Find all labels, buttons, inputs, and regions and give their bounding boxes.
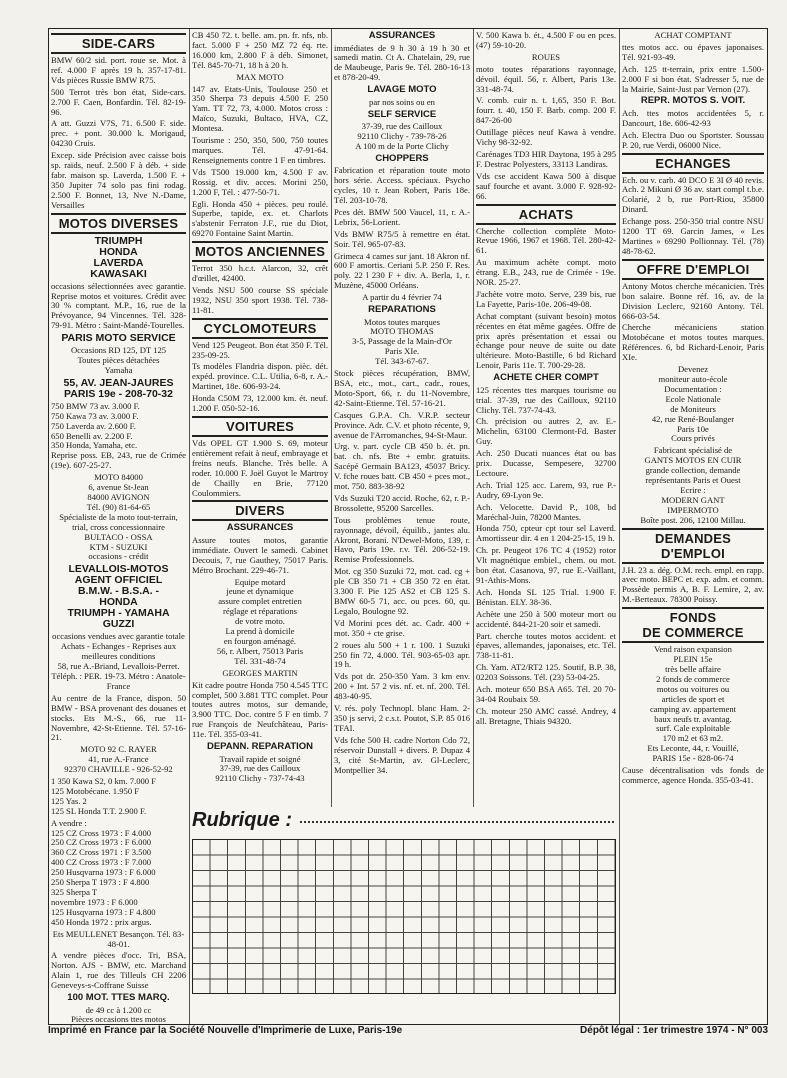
- classified-ad: ttes motos acc. ou épaves japonaises. Tél. 921-93-49.: [622, 41, 764, 62]
- ad-headline: PARIS MOTO SERVICE: [61, 332, 176, 345]
- column-rule: [473, 29, 474, 807]
- classified-ad: 500 Terrot très bon état, Side-cars. 2.700 F. Caen, Bonfardin. Tél. 82-19-96.: [51, 86, 186, 117]
- classified-ad: Achat comptant (suivant besoin) motos récentes en état même gagées. Offre de prix après présentation et essai ou échange pour neuve de suite ou date ultérieure. Moto-Bastille, 6 bd Richard Lenoir, Paris 11e. T. 700-29-28.: [476, 310, 616, 371]
- classified-ad: A vendre pièces d'occ. Tri, BSA, Norton. AJS - BMW, etc. Marchand Alain 1, rue des Tilleuls CH 2206 Geneveys-s-Coffrane Suisse: [51, 950, 186, 991]
- classified-ad: Vds Suzuki T20 accid. Roche, 62, r. P.-Brossolette, 95200 Sarcelles.: [334, 492, 470, 513]
- classified-ad: GEORGES MARTIN: [222, 667, 298, 678]
- classified-ad: Vd Morini pces dét. ac. Cadr. 400 + mot. 350 + cte grise.: [334, 617, 470, 638]
- classifieds-page: [48, 28, 768, 1025]
- classified-ad: 1 350 Kawa S2, 0 km. 7.000 F 125 Motobécane. 1.950 F 125 Yas. 2 125 SL Honda T.T. 2.900 F.: [51, 776, 157, 816]
- column-3: [334, 31, 470, 807]
- classified-ad: Ach. Honda SL 125 Trial. 1.900 F. Bénistan. ELY. 38-36.: [476, 586, 616, 607]
- classified-ad: occasions sélectionnées avec garantie. Reprise motos et voitures. Crédit avec 30 % comptant. M.P., 16, rue de la Prévoyance, 94 Vincennes. Tél. 328-79-91. Métro : Saint-Mandé-Tourelles.: [51, 280, 186, 331]
- column-4: [476, 31, 616, 807]
- classified-ad: Ech. ou v. carb. 40 DCO E 3I Ø 40 revis. Ach. 2 Mikuni Ø 36 av. start compl t.b.e. Colarié, 2 b, rue Port-Riou, 35800 Dinard.: [622, 174, 764, 215]
- ad-headline: 100 MOT. TTES MARQ.: [67, 992, 170, 1004]
- classified-ad: MOTO 84000 6, avenue St-Jean 84000 AVIGNON Tél. (90) 81-64-65 Spécialiste de la moto tout-terrain, trial, cross concessionnaire BULTACO - OSSA KTM - SUZUKI occasions - crédit: [59, 472, 178, 562]
- classified-ad: Devenez moniteur auto-école Documentation : Ecole Nationale de Moniteurs 42, rue René-Boulanger Paris 10e Cours privés: [651, 364, 735, 444]
- classified-ad: Tourisme : 250, 350, 500, 750 toutes marques. Tél. 47-91-64. Renseignements contre 1 F en timbres.: [192, 135, 328, 165]
- column-rule: [619, 29, 620, 1024]
- classified-ad: Achète une 250 à 500 moteur mort ou accidenté. 844-21-20 soir et samedi.: [476, 608, 616, 629]
- classified-ad: Ch. Yam. AT2/RT2 125. Soutif, B.P. 38, 02203 Soissons. Tél. (23) 53-04-25.: [476, 662, 616, 683]
- classified-ad: Part. cherche toutes motos accident. et épaves, allemandes, japonaises, etc. Tél. 738-11-81.: [476, 630, 616, 661]
- column-1: [51, 31, 186, 1025]
- classified-ad: Ach. 250 Ducati nuances état ou bas prix. Ducasse, Sempesere, 32700 Lectoure.: [476, 448, 616, 478]
- ad-headline: DEPANN. REPARATION: [206, 741, 314, 753]
- classified-ad: Occasions RD 125, DT 125 Toutes pièces détachées Yamaha: [70, 345, 167, 375]
- classified-ad: Honda C50M 73, 12.000 km. ét. neuf. 1.200 F. 050-52-16.: [192, 393, 328, 414]
- classified-ad: Carénages TD3 HIR Daytona, 195 à 295 F. Destrac Polyesters, 33113 Landiras.: [476, 148, 616, 169]
- ad-headline: ASSURANCES: [226, 522, 294, 534]
- classified-ad: de 49 cc à 1.200 cc Pièces occasions ttes motos: [71, 1004, 166, 1025]
- section-heading: OFFRE D'EMPLOI: [622, 259, 764, 280]
- classified-ad: Ch. moteur 250 AMC cassé. Andrey, 4 all. Bretagne, Thiais 94320.: [476, 705, 616, 726]
- classified-ad: Vds T500 19.000 km, 4.500 F av. Rossig. et div. acces. Morini 250, 1.200 F, Tél. : 477-50-71.: [192, 166, 328, 197]
- classified-ad: Tous problèmes tenue route, rayonnage, dévoil, équilib., jantes alu. Akront, Borani. N'Dewel-Moto, 139, r. Havo, Paris 19e. r.v. Tél. 206-52-19. Remise Professionnels.: [334, 514, 470, 565]
- classified-ad: Ach. 125 tt-terrain, prix entre 1.500-2.000 F si bon état. S'adresser 5, rue de la Mairie, Saint-Just par Vernon (27).: [622, 63, 764, 94]
- rubrique-dotted-line: [300, 821, 614, 823]
- classified-ad: J.H. 23 a. dég. O.M. rech. empl. en rapp. avec moto. BEPC et. exp. adm. et comm. Possède permis A, B. F. Lemire, 2, av. M.-Berteaux. 78300 Poissy.: [622, 564, 764, 605]
- section-heading: CYCLOMOTEURS: [192, 318, 328, 339]
- classified-ad: occasions vendues avec garantie totale Achats - Echanges - Reprises aux meilleures conditions 58, rue A.-Briand, Levallois-Perret. Téléph. : PER. 19-73. Métro : Anatole-France: [51, 631, 186, 691]
- classified-ad: 2 roues alu 500 + 1 r. 100. 1 Suzuki 250 fin 72, 4.000. Tél. 903-65-03 apr. 19 h.: [334, 639, 470, 670]
- classified-ad: Vds pot dr. 250-350 Yam. 3 km env. 200 + Int. 57 2 vis. nf. et. nf. 200. Tél. 483-40-95.: [334, 671, 470, 702]
- classified-ad: Pces dét. BMW 500 Vaucel, 11, r. A.-Lebrix, 56-Lorient.: [334, 206, 470, 227]
- ad-headline: ASSURANCES: [368, 31, 436, 41]
- classified-ad: Ach. Trial 125 acc. Larem, 93, rue P.-Audry, 69-Lyon 9e.: [476, 479, 616, 500]
- column-rule: [189, 29, 190, 1024]
- legal-deposit: Dépôt légal : 1er trimestre 1974 - N° 003: [580, 1025, 768, 1036]
- classified-ad: Au centre de la France, dispon. 50 BMW - BSA provenant des douanes et stocks. Ets M.-S., 66, rue 11-Novembre, 42-St-Etienne. Tél. 57-16-21.: [51, 692, 186, 743]
- printer-credit: Imprimé en France par la Société Nouvelle d'Imprimerie de Luxe, Paris-19e: [48, 1025, 403, 1036]
- classified-ad: Cherche mécaniciens station Motobécane et motos toutes marques. Références. 6, bd Richard-Lenoir, Paris XIe.: [622, 322, 764, 363]
- classified-ad: Terrot 350 h.c.t. Alarcon, 32, crêt d'œillet, 42400.: [192, 263, 328, 284]
- classified-ad: Travail rapide et soigné 37-39, rue des Cailloux 92110 Clichy - 737-74-43: [215, 753, 305, 784]
- section-heading: DIVERS: [192, 500, 328, 521]
- classified-ad: Vds OPEL GT 1.900 S. 69, moteur entièrement refait à neuf, embrayage et freins neufs. Blanche. Très belle. A roder. 10.000 F. Joël Guyot le Martroy de Chailly en Brie, 77120 Coulommiers.: [192, 438, 328, 498]
- classified-ad: Motos toutes marques MOTO THOMAS 3-5, Passage de la Main-d'Or Paris XIe. Tél. 343-67-67.: [352, 316, 452, 367]
- classified-ad: Ach. Electra Duo ou Sportster. Soussau P. 20, rue Verdi, 06000 Nice.: [622, 129, 764, 150]
- classified-ad: Cause décentralisation vds fonds de commerce, agence Honda. 355-03-41.: [622, 765, 764, 785]
- classified-ad: Ach. moteur 650 BSA A65. Tél. 20 70-34-04 Roubaix 59.: [476, 684, 616, 704]
- classified-ad: Echange poss. 250-350 trial contre NSU 1200 TT 69. Garcin James, « Les Martines » 69290 Pollionnay. Tél. (78) 48-78-62.: [622, 216, 764, 256]
- classified-ad: Vends NSU 500 course SS spéciale 1932, NSU 350 sport 1938. Tél. 738-11-81.: [192, 284, 328, 315]
- classified-ad: 37-39, rue des Cailloux 92110 Clichy - 739-78-26 A 100 m de la Porte Clichy: [355, 121, 449, 151]
- ad-headline: SELF SERVICE: [367, 108, 437, 120]
- ad-headline: TRIUMPH HONDA LAVERDA KAWASAKI: [90, 234, 147, 280]
- ad-headline: LAVAGE MOTO: [367, 84, 437, 96]
- rubrique-form: [192, 809, 616, 994]
- classified-ad: Fabrication et réparation toute moto hors série. Access. spéciaux. Psycho cycles, 10 r. Jean Robert, Paris 18e. Tél. 203-10-78.: [334, 165, 470, 205]
- classified-ad: moto toutes réparations rayonnage, dévoil. équil. 56, r. Albert, Paris 13e. 331-48-74.: [476, 63, 616, 94]
- classified-ad: Stock pièces récupération, BMW, BSA, etc., mot., cart., cadr., roues, Moto-Sport, 66, r. du 11-Novembre, 42-Saint-Etienne. Tél. 57-16-21.: [334, 368, 470, 408]
- classified-ad: Vds BMW R75/5 à remettre en état. Soir. Tél. 965-07-83.: [334, 228, 470, 249]
- classified-ad: 125 récentes ttes marques tourisme ou trial. 37-39, rue des Cailloux, 92110 Clichy. Tél. 737-74-43.: [476, 384, 616, 415]
- ad-headline: ACHETE CHER COMPT: [493, 372, 599, 384]
- classified-ad: A vendre : 125 CZ Cross 1973 : F 4.000 250 CZ Cross 1973 : F 6.000 360 CZ Cross 1971 : F 3.500 400 CZ Cross 1973 : F 7.000 250 Husqvarna 1973 : F 6.000 250 Sherpa T 1973 : F 4.800 325 Sherpa T novembre 1973 : F 6.000 125 Husqvarna 1973 : F 4.800 450 Honda 1972 : prix argus.: [51, 817, 156, 927]
- section-heading: FONDS DE COMMERCE: [622, 607, 764, 643]
- classified-ad: Ets MEULLENET Besançon. Tél. 83-48-01.: [52, 928, 185, 949]
- classified-ad: Mot. cg 350 Suzuki 72, mot. cad. cg + ple CB 350 71 + CB 350 72 en état. 3.300 F. Pie 125 AS2 et CB 125 S. BMW 60-5 71, acc. ou pces. 60, qu. Legalo, Boulogne 92.: [334, 566, 470, 616]
- classified-ad: CB 450 72. t. belle. am. pn. fr. nfs, nb. fact. 5.000 F + 250 MZ 72 éq. rte. 16.000 km, 2.800 F à déb. Simonet, Tél. 845-70-71, 18 h à 20 h.: [192, 31, 328, 70]
- classified-ad: MOTO 92 C. RAYER 41, rue A.-France 92370 CHAVILLE - 926-52-92: [64, 744, 173, 775]
- ad-headline: LEVALLOIS-MOTOS AGENT OFFICIEL B.M.W. - B.S.A. - HONDA TRIUMPH - YAMAHA GUZZI: [67, 563, 170, 631]
- classified-ad: ACHAT COMPTANT: [654, 31, 732, 40]
- classified-ad: Urg. v. part. cycle CB 450 b. ét. pn. bat. ch. nfs. Bte + embr. gratuits. Sacépé Germain BA123, 45037 Bricy. V. fche roues batt. CB 450 + pces mot., mot. 750. 883-38-92: [334, 441, 470, 492]
- rubrique-letter-grid[interactable]: [192, 839, 616, 994]
- rubrique-title: Rubrique :: [192, 809, 292, 831]
- section-heading: DEMANDES D'EMPLOI: [622, 528, 764, 564]
- section-heading: MOTOS DIVERSES: [51, 213, 186, 234]
- classified-ad: Fabricant spécialisé de GANTS MOTOS EN CUIR grande collection, demande représentants Paris et Ouest Ecrire : MODERN GANT IMPERMOTO Boîte post. 206, 12100 Millau.: [640, 445, 746, 525]
- classified-ad: Ch. précision ou autres 2, av. E.-Michelin, 63100 Clermont-Fd. Baster Guy.: [476, 416, 616, 447]
- classified-ad: MAX MOTO: [236, 71, 284, 82]
- classified-ad: Equipe motard jeune et dynamique assure complet entretien réglage et réparations de votre moto. La prend à domicile en fourgon aménagé. 56, r. Albert, 75013 Paris Tél. 331-48-74: [216, 576, 304, 666]
- classified-ad: Grimeca 4 cames sur jant. 18 Akron nf. 600 F amortis. Ceriani 5.P. 250 F. Res. poly. 22 l 230 F + div. A. Berla, 1, r. Muzène, 45000 Orléans.: [334, 250, 470, 291]
- column-5: [622, 31, 764, 788]
- classified-ad: BMW 60/2 sid. port. roue se. Mot. à ref. 4.000 F après 19 h. 357-17-81. Vds pièces Russie BMW R75.: [51, 55, 186, 85]
- classified-ad: ROUES: [531, 51, 561, 62]
- section-heading: SIDE-CARS: [51, 33, 186, 54]
- classified-ad: Egli. Honda 450 + pièces. peu roulé. Superbe, tapide, ex. et. Charlots s'abstenir Ferraton J.F., rue du Diot, 69270 Fontaine Saint Martin.: [192, 198, 328, 239]
- classified-ad: par nos soins ou en: [369, 96, 435, 107]
- column-rule: [331, 29, 332, 807]
- classified-ad: Vend 125 Peugeot. Bon état 350 F. Tél. 235-09-25.: [192, 339, 328, 360]
- classified-ad: Ach. ttes motos accidentées 5, r. Dancourt, 18e. 606-42-93: [622, 107, 764, 128]
- section-heading: VOITURES: [192, 416, 328, 437]
- ad-headline: REPR. MOTOS S. VOIT.: [640, 95, 746, 107]
- classified-ad: 750 BMW 73 av. 3.000 F. 750 Kawa 73 av. 3.000 F. 750 Laverda av. 2.600 F. 650 Benelli av. 2.200 F. 350 Honda, Yamaha, etc. Reprise poss. EB, 243, rue de Crimée (19e). 607-25-27.: [51, 400, 186, 471]
- classified-ad: Vds fche 500 H. cadre Norton Cdo 72, réservoir Dunstall + divers. P. Dupaz 4 3, cité St-Martin, av. Gl-Leclerc, Montpellier 34.: [334, 734, 470, 775]
- section-heading: MOTOS ANCIENNES: [192, 241, 328, 262]
- classified-ad: Au maximum achète compt. moto étrang. E.B., 243, rue de Crimée - 19e. NOR. 25-27.: [476, 257, 616, 288]
- column-2: [192, 31, 328, 807]
- classified-ad: Outillage pièces neuf Kawa à vendre. Vichy 98-32-92.: [476, 127, 616, 148]
- classified-ad: Excep. side Précision avec caisse bois sp. raids, neuf. 2.500 F à déb. + side fabr. maison sp. Laverda, 1.500 F. + 350 Jupiter 74 solo pas fini rodag. 2.500 F. Bonnet, 13, Nve N.-Dame, Versailles: [51, 150, 186, 210]
- classified-ad: A partir du 4 février 74: [362, 292, 442, 303]
- section-heading: ECHANGES: [622, 153, 764, 174]
- classified-ad: Assure toutes motos, garantie immédiate. Ouvert le samedi. Cabinet Decouis, 7, rue Gauthey, 75017 Paris. Métro Brochant. 229-46-71.: [192, 534, 328, 575]
- section-heading: ACHATS: [476, 204, 616, 225]
- classified-ad: Ch. pr. Peugeot 176 TC 4 (1952) rotor Vlt magnétique embiel., chem. ou mot. bon état. Casanova, 97, rue E.-Vaillant, 91-Athis-Mons.: [476, 545, 616, 585]
- classified-ad: Ach. Velocette. David P., 108, bd Maréchal-Juin, 78200 Mantes.: [476, 501, 616, 522]
- classified-ad: Antony Motos cherche mécanicien. Très bon salaire. Bonne réf. 16, av. de la Division Leclerc, 92160 Antony. Tél. 666-03-54.: [622, 280, 764, 321]
- classified-ad: J'achète votre moto. Serve, 239 bis, rue La Fayette, Paris-10e. 206-49-08.: [476, 288, 616, 309]
- classified-ad: V. 500 Kawa b. ét., 4.500 F ou en pces. (47) 59-10-20.: [476, 31, 616, 50]
- ad-headline: REPARATIONS: [368, 304, 436, 316]
- classified-ad: Kit cadre poutre Honda 750 4.545 TTC complet, 500 3.881 TTC complet. Pour toutes autres motos, sur demande, 3.900 TTC. Doc. contre 5 F en timb. 7 rue François de Neufchâteau, Paris-11e. Tél. 355-03-41.: [192, 679, 328, 740]
- classified-ad: V. rés. poly Technopl. blanc Ham. 2-350 js servi, 2 c.s.t. Poutot, S.P. 85 016 TFAI.: [334, 703, 470, 733]
- classified-ad: A att. Guzzi V7S, 71. 6.500 F. side. prec. + pont. 30.000 k. Morigaud, 04230 Cruis.: [51, 118, 186, 149]
- classified-ad: V. comb. cuir n. t. 1,65, 350 F. Bot. fourr. t. 40, 150 F. Barb. comp. 200 F. 847-26-00: [476, 95, 616, 126]
- classified-ad: Ts modèles Flandria dispon. pièc. dét. expéd. province. C.L. Utilia, 6-8, r. A.-Martinet, 18e. 606-93-24.: [192, 361, 328, 392]
- classified-ad: Cherche collection complète Moto-Revue 1966, 1967 et 1968. Tél. 280-42-61.: [476, 225, 616, 256]
- classified-ad: 147 av. Etats-Unis, Toulouse 250 et 350 Sherpa 73 depuis 4.500 F. 250 Yam. TT 72, 73, 4.000. Motos cross : Maïco, Suzuki, Bultaco, HVA, CZ, Montesa.: [192, 83, 328, 134]
- classified-ad: Vend raison expansion PLEIN 15e très belle affaire 2 fonds de commerce motos ou voitures ou articles de sport et camping av. appartement baux neufs tr. avantag. surf. Cale exploitable 170 m2 et 63 m2. Ets Leconte, 44, r. Vouillé, PARIS 15e - 828-06-74: [647, 644, 739, 764]
- classified-ad: immédiates de 9 h 30 à 19 h 30 et samedi matin. Ct A. Chatelain, 29, rue de Maubeuge, Paris 9e. Tél. 280-16-13 et 878-20-49.: [334, 42, 470, 83]
- classified-ad: Vds cse accident Kawa 500 à disque sauf fourche et avant. 3.000 F. 928-92-66.: [476, 170, 616, 201]
- ad-headline: 55, AV. JEAN-JAURES PARIS 19e - 208-70-32: [63, 376, 174, 400]
- ad-headline: CHOPPERS: [375, 152, 429, 164]
- classified-ad: Honda 750, cpteur cpt tour sel Laverd. Amortisseur dir. 4 en 1 204-25-15, 19 h.: [476, 523, 616, 544]
- classified-ad: Casques G.P.A. Ch. V.R.P. secteur Province. Adr. C.V. et photo récente, 9, avenue de l'Arromanches, 94-St-Maur.: [334, 409, 470, 440]
